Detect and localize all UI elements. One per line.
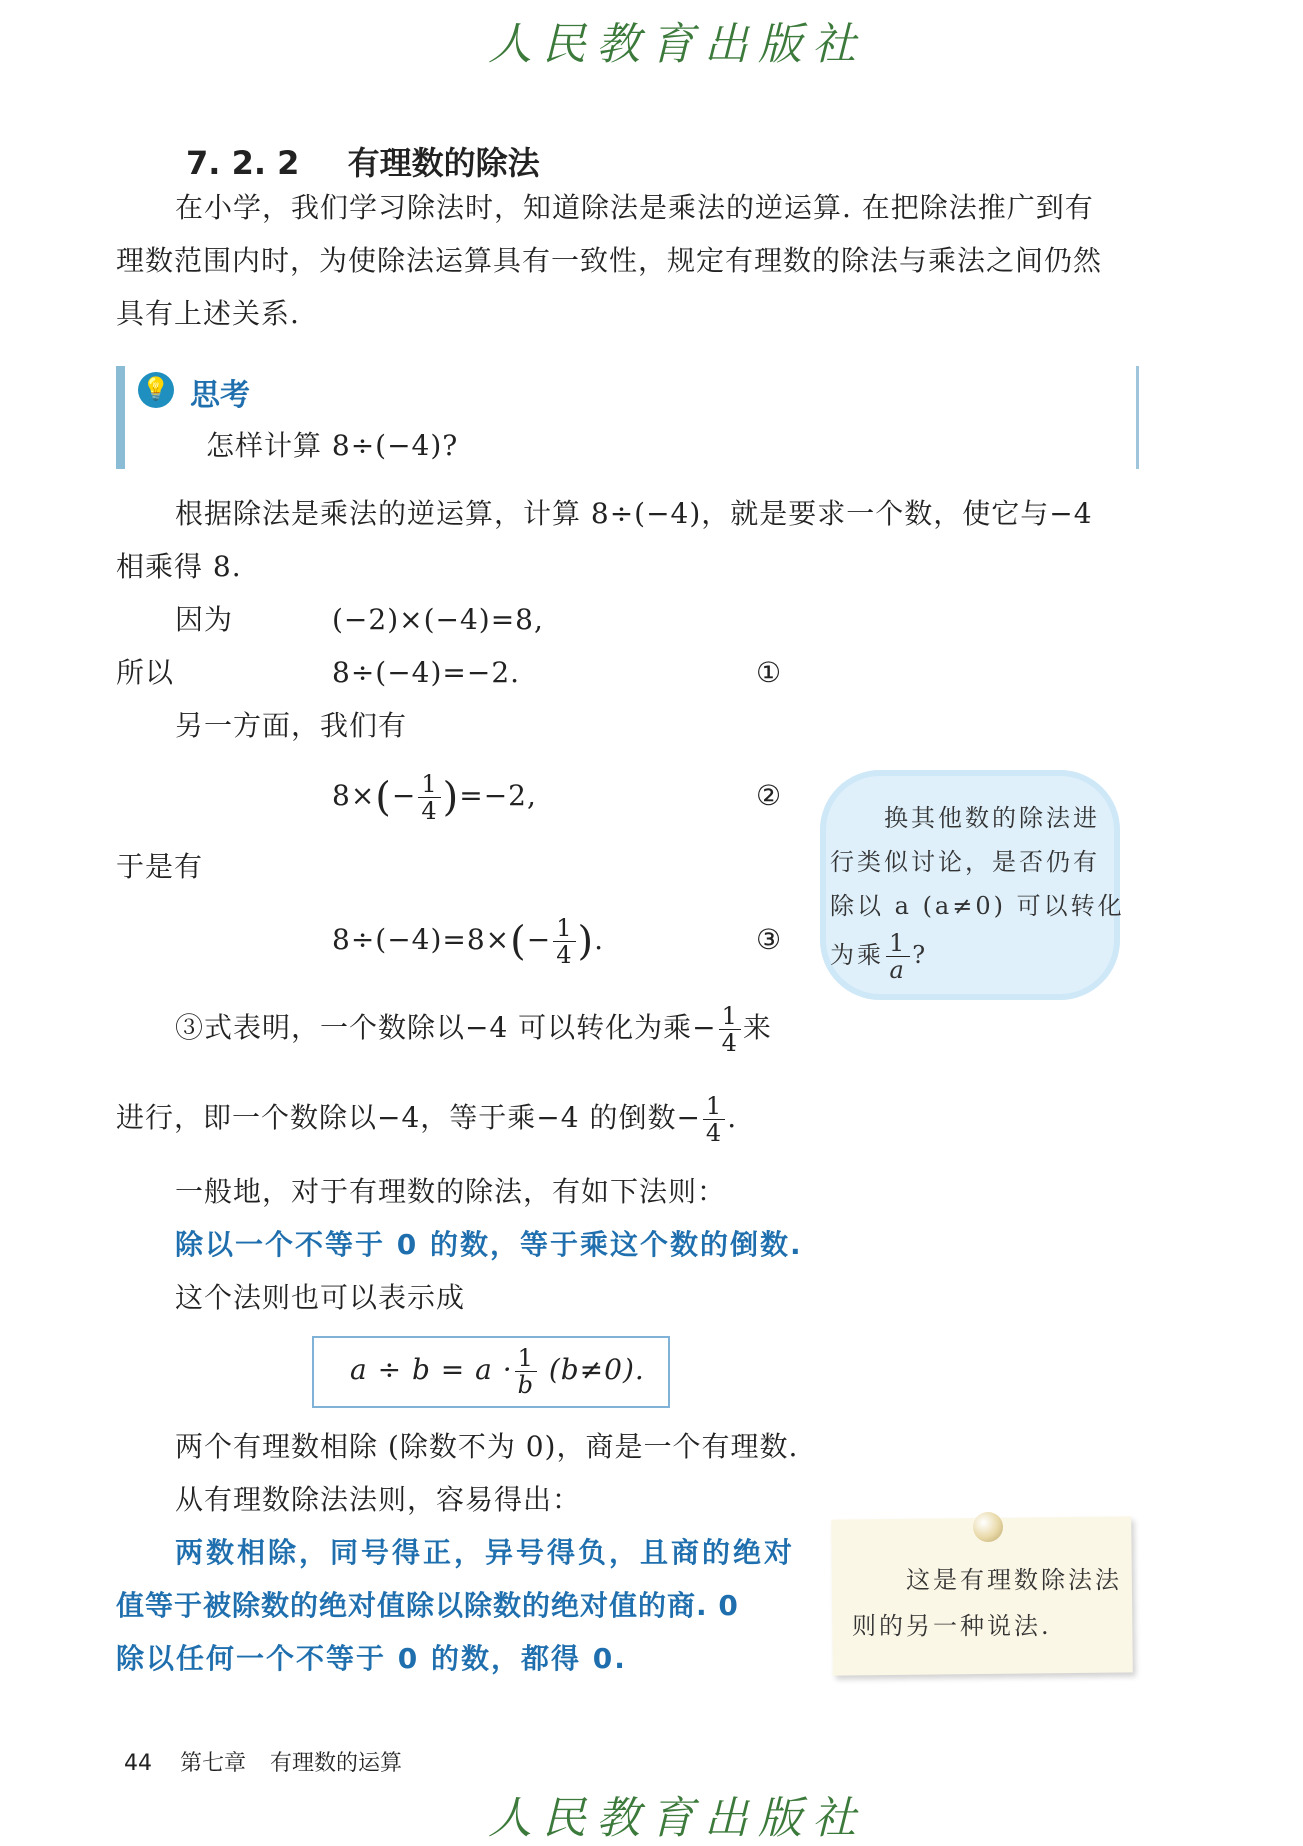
intro-line-3: 具有上述关系. — [116, 297, 300, 330]
explain-line1-fraction — [719, 1003, 741, 1056]
cloud-line-3: 除以 a (a≠0) 可以转化 — [830, 892, 1125, 920]
section-title: 有理数的除法 — [347, 144, 540, 182]
para1-line-1: 根据除法是乘法的逆运算，计算 8÷(−4)，就是要求一个数，使它与−4 — [175, 497, 1093, 530]
eq2-den: 4 — [421, 797, 438, 825]
think-title: 思考 — [190, 378, 250, 413]
eq3-right-paren: ) — [577, 918, 595, 965]
equation-mark-2: ② — [756, 779, 783, 812]
formula-den: b — [517, 1371, 534, 1399]
eq3-prefix: 8÷(−4)=8× — [332, 923, 511, 956]
rule-text: 除以一个不等于 0 的数，等于乘这个数的倒数. — [175, 1228, 803, 1261]
because-label: 因为 — [175, 603, 234, 636]
publisher-logo-top: 人民教育出版社 — [488, 19, 866, 70]
rule2-line-2: 值等于被除数的绝对值除以除数的绝对值的商. 0 — [116, 1589, 739, 1622]
think-left-bar — [116, 366, 125, 469]
note-line-2: 则的另一种说法. — [852, 1612, 1052, 1640]
lightbulb-icon: 💡 — [138, 372, 174, 408]
equation-mark-3: ③ — [756, 923, 783, 956]
explain-line1-den: 4 — [721, 1029, 738, 1057]
explain-line2-num: 1 — [703, 1093, 725, 1120]
eq3-sign: − — [526, 923, 552, 956]
footer-title: 有理数的运算 — [270, 1751, 403, 1776]
intro-line-1: 在小学，我们学习除法时，知道除法是乘法的逆运算. 在把除法推广到有 — [175, 191, 1094, 224]
rule2-line-3: 除以任何一个不等于 0 的数，都得 0. — [116, 1642, 627, 1675]
cloud-line-4 — [830, 930, 928, 983]
eq2-prefix: 8× — [332, 779, 376, 812]
eq2-suffix: =−2, — [459, 779, 537, 812]
eq3-left-paren: ( — [510, 918, 527, 965]
equation-3 — [332, 912, 604, 970]
formula-fraction — [515, 1345, 537, 1398]
eq2-num: 1 — [418, 771, 440, 798]
think-right-bar — [1136, 366, 1139, 469]
eq2-sign: − — [391, 779, 417, 812]
general-text: 一般地，对于有理数的除法，有如下法则： — [175, 1175, 727, 1208]
explain-line2-den: 4 — [705, 1119, 723, 1147]
note-line-1: 这是有理数除法法 — [906, 1566, 1122, 1594]
eq3-fraction — [553, 915, 575, 968]
explain-line1-num: 1 — [719, 1003, 741, 1030]
para1-line-2: 相乘得 8. — [116, 550, 242, 583]
so-label: 所以 — [116, 656, 175, 689]
eq3-suffix: . — [594, 923, 605, 956]
cloud-num: 1 — [886, 930, 910, 957]
explain-line1-pre: ③式表明，一个数除以−4 可以转化为乘− — [175, 1011, 717, 1044]
equation-2 — [332, 768, 537, 826]
other-hand-text: 另一方面，我们有 — [175, 709, 408, 742]
explain-line2-fraction — [703, 1093, 725, 1146]
intro-line-2: 理数范围内时，为使除法运算具有一致性，规定有理数的除法与乘法之间仍然 — [116, 244, 1103, 277]
think-question: 怎样计算 8÷(−4)? — [206, 429, 459, 462]
because-expr: (−2)×(−4)=8, — [332, 603, 544, 636]
page-footer — [124, 1746, 402, 1777]
formula-num: 1 — [515, 1345, 537, 1372]
thus-text: 于是有 — [116, 850, 204, 883]
so-expr: 8÷(−4)=−2. — [332, 656, 521, 689]
section-heading — [186, 138, 540, 184]
quotient-text: 两个有理数相除 (除数不为 0)，商是一个有理数. — [175, 1430, 799, 1463]
explain-line-1 — [175, 1000, 772, 1056]
pin-icon — [973, 1512, 1003, 1542]
footer-chapter: 第七章 — [180, 1751, 247, 1776]
explain-line2-post: . — [727, 1101, 738, 1134]
publisher-logo-bottom: 人民教育出版社 — [488, 1793, 866, 1844]
equation-mark-1: ① — [756, 656, 783, 689]
explain-line-2 — [116, 1090, 737, 1146]
formula-left: a ÷ b = a · — [350, 1353, 513, 1386]
cloud-line4-post: ? — [912, 941, 929, 969]
cloud-line-2: 行类似讨论，是否仍有 — [830, 848, 1100, 876]
cloud-line-1: 换其他数的除法进 — [884, 804, 1100, 832]
explain-line1-post: 来 — [742, 1011, 772, 1044]
section-number: 7. 2. 2 — [186, 144, 300, 182]
eq3-num: 1 — [553, 915, 575, 942]
explain-line2-pre: 进行，即一个数除以−4，等于乘−4 的倒数− — [116, 1101, 701, 1134]
eq2-left-paren: ( — [375, 774, 392, 821]
page-number: 44 — [124, 1751, 152, 1776]
eq2-fraction — [418, 771, 440, 824]
eq2-right-paren: ) — [442, 774, 460, 821]
rule-expr-intro: 这个法则也可以表示成 — [175, 1281, 466, 1314]
formula — [350, 1342, 645, 1398]
cloud-line4-pre: 为乘 — [830, 941, 884, 969]
cloud-fraction — [886, 930, 910, 983]
rule2-line-1: 两数相除，同号得正，异号得负，且商的绝对 — [175, 1536, 796, 1569]
eq3-den: 4 — [556, 941, 573, 969]
cloud-den: a — [889, 956, 907, 984]
easy-get-text: 从有理数除法法则，容易得出： — [175, 1483, 582, 1516]
formula-condition: (b≠0). — [548, 1353, 645, 1386]
